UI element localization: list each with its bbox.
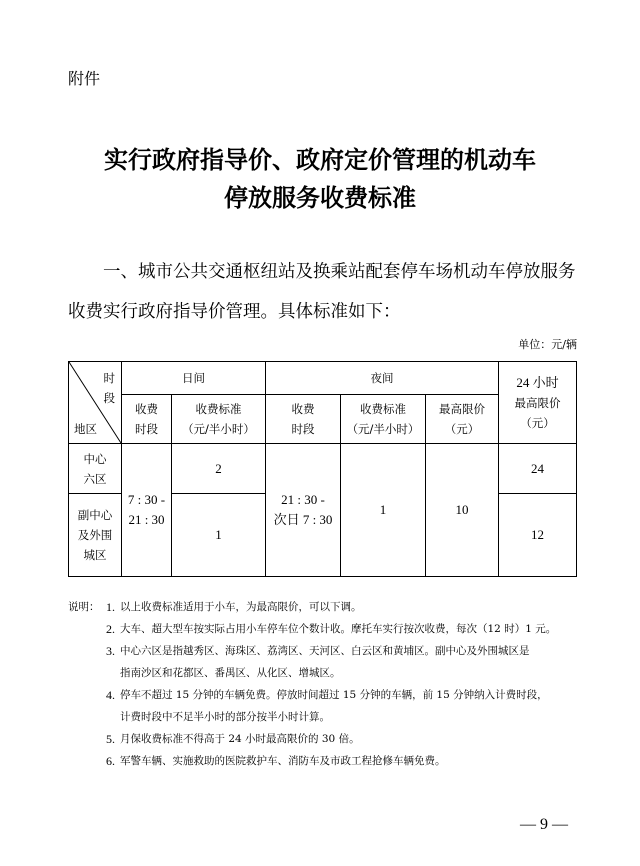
night-max-header-line-1: 最高限价: [439, 402, 485, 416]
day-period-header-line-2: 时段: [135, 422, 158, 436]
area-line: 及外围: [77, 528, 113, 542]
night-period-line-1: 21 : 30 -: [281, 492, 325, 507]
corner-time-char-2: 段: [103, 391, 115, 405]
section-text: 一、城市公共交通枢纽站及换乘站配套停车场机动车停放服务收费实行政府指导价管理。具体标准如下：: [68, 262, 576, 322]
max24-cell: 12: [499, 494, 577, 577]
night-period-cell: [266, 444, 341, 577]
night-rate-header-line-2: （元/半小时）: [346, 422, 420, 436]
note-text: 中心六区是指越秀区、海珠区、荔湾区、天河区、白云区和黄埔区。副中心及外围城区是: [120, 645, 530, 657]
day-period-line-2: 21 : 30: [128, 512, 165, 527]
note-text: 指南沙区和花都区、番禺区、从化区、增城区。: [120, 667, 341, 679]
note-item: [68, 728, 588, 750]
day-period-cell: [122, 444, 172, 577]
night-period-header-line-2: 时段: [291, 422, 315, 436]
night-rate-header: [341, 395, 426, 444]
note-text: 军警车辆、实施救助的医院救护车、消防车及市政工程抢修车辆免费。: [120, 755, 446, 767]
note-number: 6.: [106, 754, 115, 768]
max24-header-line-2: 最高限价: [514, 395, 561, 410]
day-period-header: [122, 395, 172, 444]
day-header: 日间: [122, 362, 266, 395]
area-line: 副中心: [77, 508, 113, 522]
day-rate-cell: 2: [172, 444, 266, 494]
table-row: [69, 444, 577, 494]
fee-standard-table: [68, 361, 577, 577]
max24-header: [499, 362, 577, 444]
day-rate-cell: 1: [172, 494, 266, 577]
unit-label: 单位：元/辆: [518, 338, 577, 351]
night-period-header: [266, 395, 341, 444]
note-item: [68, 618, 588, 640]
page-number: — 9 —: [520, 816, 568, 833]
document-title-line-1: 实行政府指导价、政府定价管理的机动车: [104, 145, 536, 174]
note-item: [68, 750, 588, 772]
max24-header-line-3: （元）: [520, 415, 555, 430]
day-rate-header-line-2: （元/半小时）: [182, 422, 255, 436]
night-rate-cell: 1: [341, 444, 426, 577]
note-item: [68, 684, 588, 728]
night-max-cell: 10: [426, 444, 499, 577]
document-title-line-2: 停放服务收费标准: [224, 183, 416, 212]
day-rate-header-line-1: 收费标准: [195, 402, 242, 416]
note-text: 计费时段中不足半小时的部分按半小时计算。: [120, 711, 330, 723]
night-period-line-2: 次日 7 : 30: [273, 512, 333, 527]
corner-area-label: 地区: [74, 422, 97, 436]
day-period-line-1: 7 : 30 -: [127, 492, 166, 507]
area-cell: [69, 494, 122, 577]
note-number: 4.: [106, 688, 115, 702]
note-item: [68, 596, 588, 618]
note-text: 大车、超大型车按实际占用小车停车位个数计收。摩托车实行按次收费，每次（12 时）1 元。: [120, 623, 557, 635]
night-max-header-line-2: （元）: [444, 422, 480, 436]
area-line: 城区: [83, 548, 107, 562]
max24-cell: 24: [499, 444, 577, 494]
night-max-header: [426, 395, 499, 444]
area-line: 中心: [83, 451, 107, 466]
note-number: 2.: [106, 622, 115, 636]
note-text: 以上收费标准适用于小车，为最高限价，可以下调。: [120, 601, 362, 613]
diagonal-header-cell: [69, 362, 122, 444]
notes-section: [68, 596, 588, 772]
attachment-label: 附件: [68, 69, 101, 88]
area-cell: [69, 444, 122, 494]
night-header: 夜间: [266, 362, 499, 395]
notes-label: 说明：: [68, 601, 100, 613]
night-period-header-line-1: 收费: [291, 402, 315, 416]
section-paragraph: [68, 252, 578, 332]
corner-time-char-1: 时: [103, 371, 115, 385]
night-rate-header-line-1: 收费标准: [360, 402, 406, 416]
area-line: 六区: [83, 471, 107, 486]
day-rate-header: [172, 395, 266, 444]
note-number: 3.: [106, 644, 115, 658]
note-number: 1.: [106, 600, 115, 614]
day-period-header-line-1: 收费: [135, 402, 158, 416]
max24-header-line-1: 24 小时: [516, 374, 559, 390]
note-text: 停车不超过 15 分钟的车辆免费。停放时间超过 15 分钟的车辆，前 15 分钟纳入计费时段，: [120, 689, 548, 701]
note-item: [68, 640, 588, 684]
note-number: 5.: [106, 732, 115, 746]
note-text: 月保收费标准不得高于 24 小时最高限价的 30 倍。: [120, 733, 360, 745]
